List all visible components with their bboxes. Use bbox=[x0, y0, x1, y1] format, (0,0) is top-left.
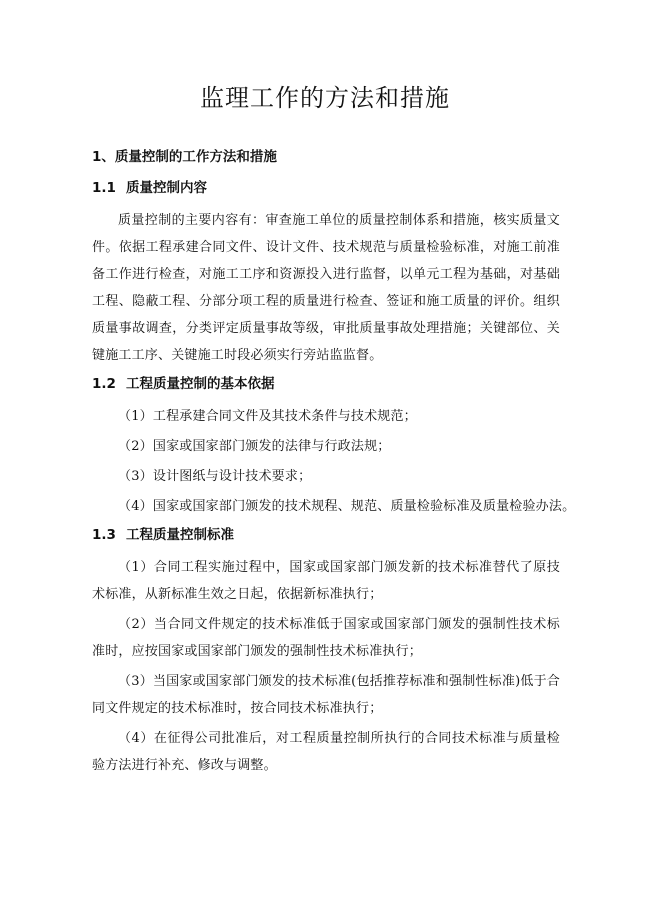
list-item: （2）国家或国家部门颁发的法律与行政法规； bbox=[118, 439, 391, 454]
section-heading-text: 1、质量控制的工作方法和措施 bbox=[92, 149, 277, 165]
subsection-title: 工程质量控制标准 bbox=[126, 527, 234, 543]
subsection-heading bbox=[92, 176, 560, 200]
subsection-number: 1.1 bbox=[92, 180, 116, 196]
subsection-title: 质量控制内容 bbox=[126, 180, 207, 196]
list-item: （4）国家或国家部门颁发的技术规程、规范、质量检验标准及质量检验办法。 bbox=[118, 499, 576, 514]
list-item: （3）当国家或国家部门颁发的技术标准(包括推荐标准和强制性标准)低于合同文件规定的技术标准时，按合同技术标准执行； bbox=[92, 674, 560, 716]
list-item: （3）设计图纸与设计技术要求； bbox=[118, 469, 312, 484]
paragraph: 质量控制的主要内容有：审查施工单位的质量控制体系和措施，核实质量文件。依据工程承建合同文件、设计文件、技术规范与质量检验标准，对施工前准备工作进行检查，对施工工序和资源投入进行监督，以单元工程为基础，对基础工程、隐蔽工程、分部分项工程的质量进行检查、签证和施工质量的评价。组织质量事故调查，分类评定质量事故等级，审批质量事故处理措施；关键部位、关键施工工序、关键施工时段必须实行旁站监监督。 bbox=[92, 213, 560, 363]
subsection-number: 1.2 bbox=[92, 376, 116, 392]
list-item: （2）当合同文件规定的技术标准低于国家或国家部门颁发的强制性技术标准时，应按国家或国家部门颁发的强制性技术标准执行； bbox=[92, 617, 560, 659]
subsection-title: 工程质量控制的基本依据 bbox=[126, 376, 275, 392]
subsection-heading bbox=[92, 372, 560, 396]
list-item: （1）工程承建合同文件及其技术条件与技术规范； bbox=[118, 409, 417, 424]
list-item: （1）合同工程实施过程中，国家或国家部门颁发新的技术标准替代了原技术标准，从新标准生效之日起，依据新标准执行； bbox=[92, 560, 560, 602]
subsection-number: 1.3 bbox=[92, 527, 116, 543]
section-heading bbox=[92, 145, 560, 169]
document-title: 监理工作的方法和措施 bbox=[200, 84, 450, 112]
subsection-heading bbox=[92, 523, 560, 547]
list-item: （4）在征得公司批准后，对工程质量控制所执行的合同技术标准与质量检验方法进行补充、修改与调整。 bbox=[92, 731, 560, 773]
document-body bbox=[92, 145, 576, 782]
